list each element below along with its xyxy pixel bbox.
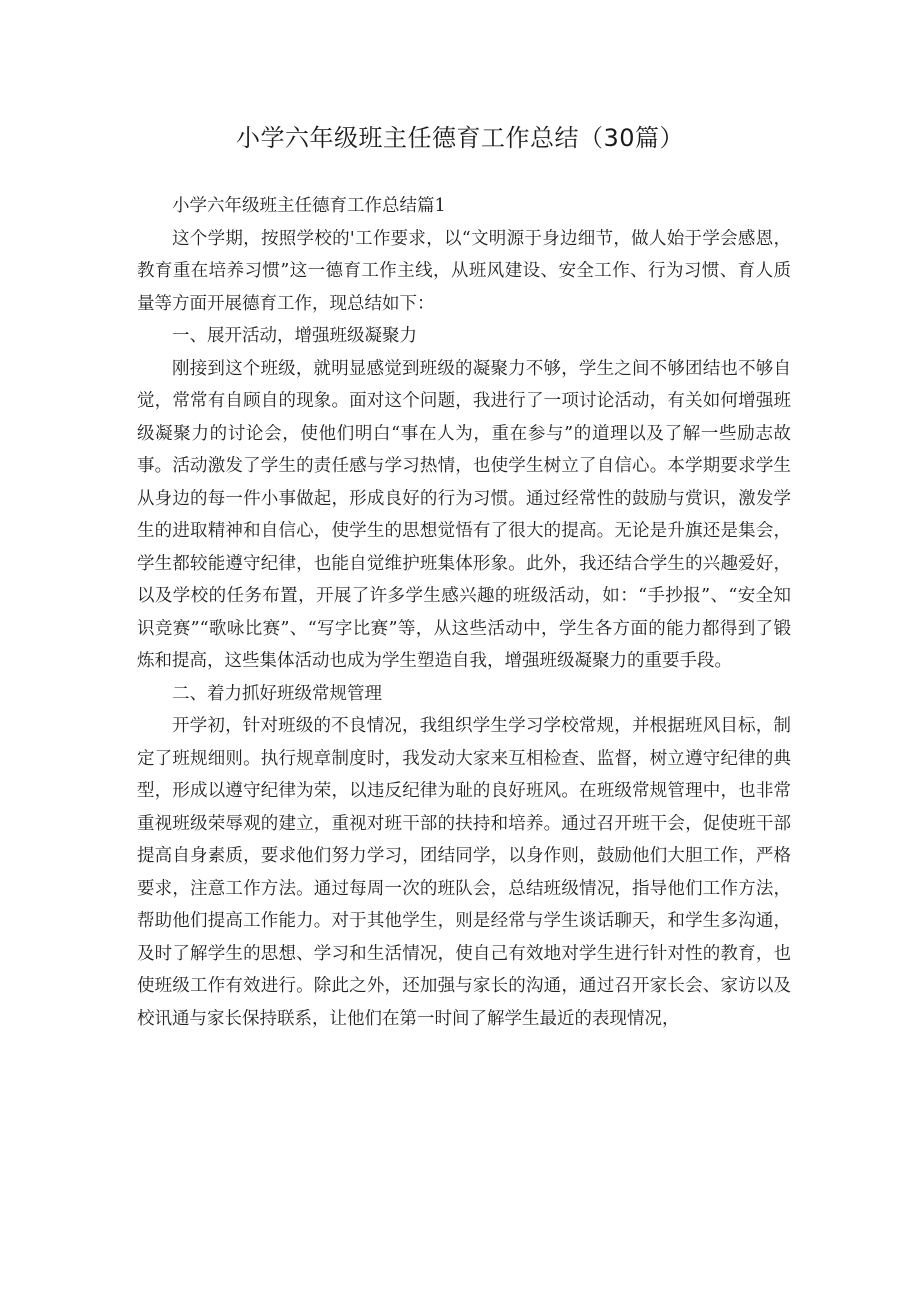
document-body [137,190,791,1035]
section-heading: 一、展开活动，增强班级凝聚力 [172,326,417,346]
intro-paragraph: 这个学期，按照学校的'工作要求，以“文明源于身边细节，做人始于学会感恩，教育重在培养习惯”这一德育工作主线，从班风建设、安全工作、行为习惯、育人质量等方面开展德育工作，现总结如下： [137,228,791,314]
section-heading: 小学六年级班主任德育工作总结篇1 [172,196,446,216]
body-paragraph: 刚接到这个班级，就明显感觉到班级的凝聚力不够，学生之间不够团结也不够自觉，常常有自顾自的现象。面对这个问题，我进行了一项讨论活动，有关如何增强班级凝聚力的讨论会，使他们明白“事在人为，重在参与”的道理以及了解一些励志故事。活动激发了学生的责任感与学习热情，也使学生树立了自信心。本学期要求学生从身边的每一件小事做起，形成良好的行为习惯。通过经常性的鼓励与赏识，激发学生的进取精神和自信心，使学生的思想觉悟有了很大的提高。无论是升旗还是集会，学生都较能遵守纪律，也能自觉维护班集体形象。此外，我还结合学生的兴趣爱好，以及学校的任务布置，开展了许多学生感兴趣的班级活动，如：“手抄报”、“安全知识竞赛”“歌咏比赛”、“写字比赛”等，从这些活动中，学生各方面的能力都得到了锻炼和提高，这些集体活动也成为学生塑造自我，增强班级凝聚力的重要手段。 [137,358,791,671]
document-title: 小学六年级班主任德育工作总结（30篇） [235,124,685,152]
body-paragraph: 开学初，针对班级的不良情况，我组织学生学习学校常规，并根据班风目标，制定了班规细则。执行规章制度时，我发动大家来互相检查、监督，树立遵守纪律的典型，形成以遵守纪律为荣，以违反纪律为耻的良好班风。在班级常规管理中，也非常重视班级荣辱观的建立，重视对班干部的扶持和培养。通过召开班干会，促使班干部提高自身素质，要求他们努力学习，团结同学，以身作则，鼓励他们大胆工作，严格要求，注意工作方法。通过每周一次的班队会，总结班级情况，指导他们工作方法，帮助他们提高工作能力。对于其他学生，则是经常与学生谈话聊天，和学生多沟通，及时了解学生的思想、学习和生活情况，使自己有效地对学生进行针对性的教育，也使班级工作有效进行。除此之外，还加强与家长的沟通，通过召开家长会、家访以及校讯通与家长保持联系，让他们在第一时间了解学生最近的表现情况， [137,716,791,1029]
section-heading: 二、着力抓好班级常规管理 [172,683,382,704]
